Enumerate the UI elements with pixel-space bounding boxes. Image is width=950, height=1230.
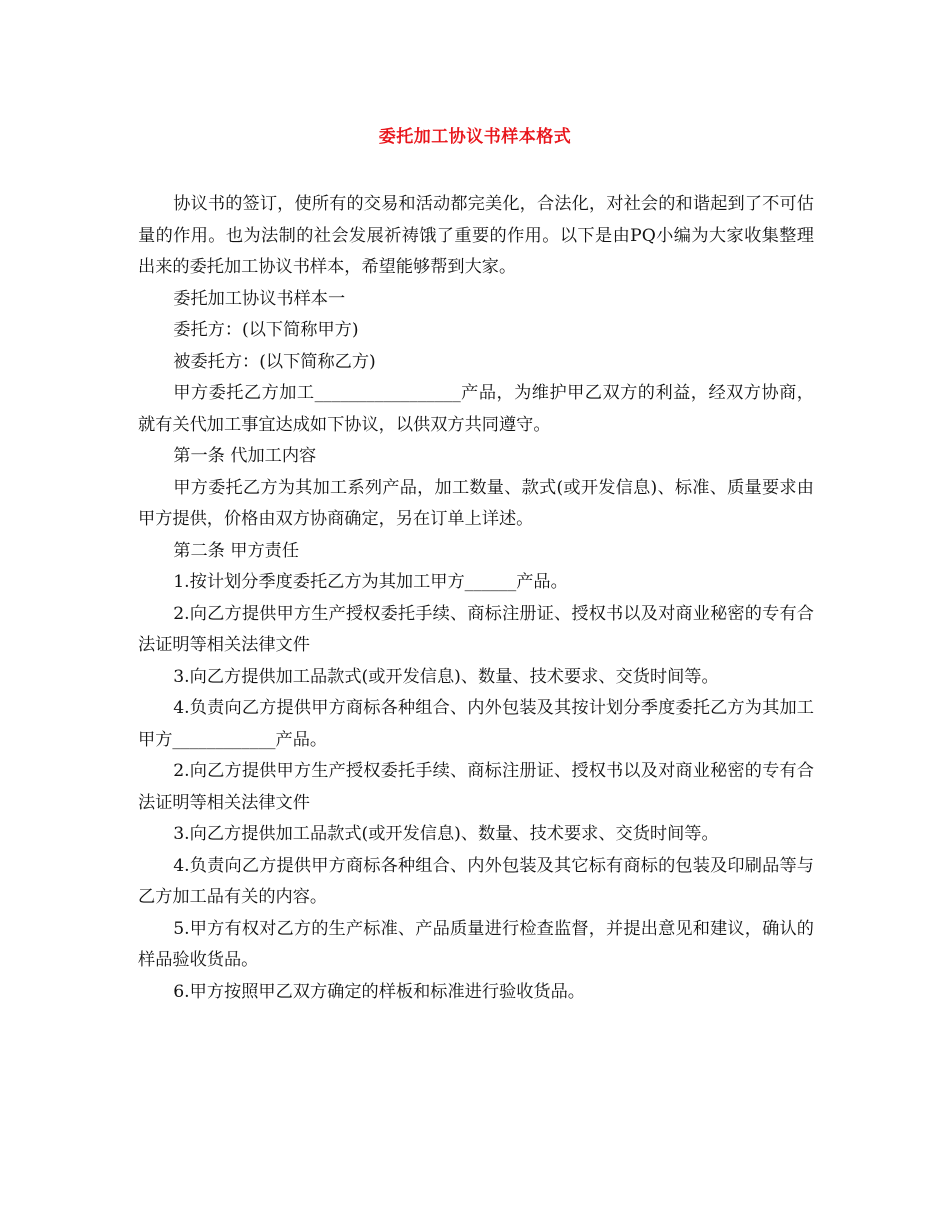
clause-item: 4.负责向乙方提供甲方商标各种组合、内外包装及其按计划分季度委托乙方为其加工甲方____________产品。	[138, 698, 814, 750]
paragraph-client: 委托方：(以下简称甲方)	[173, 320, 359, 340]
clause-item: 1.按计划分季度委托乙方为其加工甲方______产品。	[173, 572, 568, 592]
clause-item: 5.甲方有权对乙方的生产标准、产品质量进行检查监督，并提出意见和建议，确认的样品验收货品。	[138, 918, 814, 970]
clause-item: 3.向乙方提供加工品款式(或开发信息)、数量、技术要求、交货时间等。	[173, 666, 719, 687]
clause-item: 3.向乙方提供加工品款式(或开发信息)、数量、技术要求、交货时间等。	[173, 824, 719, 844]
paragraph-preamble: 甲方委托乙方加工_________________产品，为维护甲乙双方的利益，经双方协商，就有关代加工事宜达成如下协议，以供双方共同遵守。	[138, 383, 814, 435]
paragraph-intro: 协议书的签订，使所有的交易和活动都完美化，合法化，对社会的和谐起到了不可估量的作用。也为法制的社会发展祈祷饿了重要的作用。以下是由PQ小编为大家收集整理出来的委托加工协议书样本，希望能够帮到大家。	[138, 194, 814, 277]
paragraph-contractor: 被委托方：(以下简称乙方)	[173, 351, 376, 372]
article-heading-1: 第一条 代加工内容	[173, 446, 317, 466]
paragraph-article-1: 甲方委托乙方为其加工系列产品，加工数量、款式(或开发信息)、标准、质量要求由甲方提供，价格由双方协商确定，另在订单上详述。	[138, 477, 814, 529]
clause-item: 6.甲方按照甲乙双方确定的样板和标准进行验收货品。	[173, 981, 585, 1002]
paragraph-sample-heading: 委托加工协议书样本一	[173, 288, 346, 309]
document-title: 委托加工协议书样本格式	[378, 127, 572, 147]
article-heading-2: 第二条 甲方责任	[173, 540, 300, 561]
clause-item: 2.向乙方提供甲方生产授权委托手续、商标注册证、授权书以及对商业秘密的专有合法证明等相关法律文件	[138, 761, 814, 813]
clause-item: 4.负责向乙方提供甲方商标各种组合、内外包装及其它标有商标的包装及印刷品等与乙方加工品有关的内容。	[138, 855, 814, 907]
document-body	[138, 189, 814, 1008]
clause-item: 2.向乙方提供甲方生产授权委托手续、商标注册证、授权书以及对商业秘密的专有合法证明等相关法律文件	[138, 603, 814, 655]
